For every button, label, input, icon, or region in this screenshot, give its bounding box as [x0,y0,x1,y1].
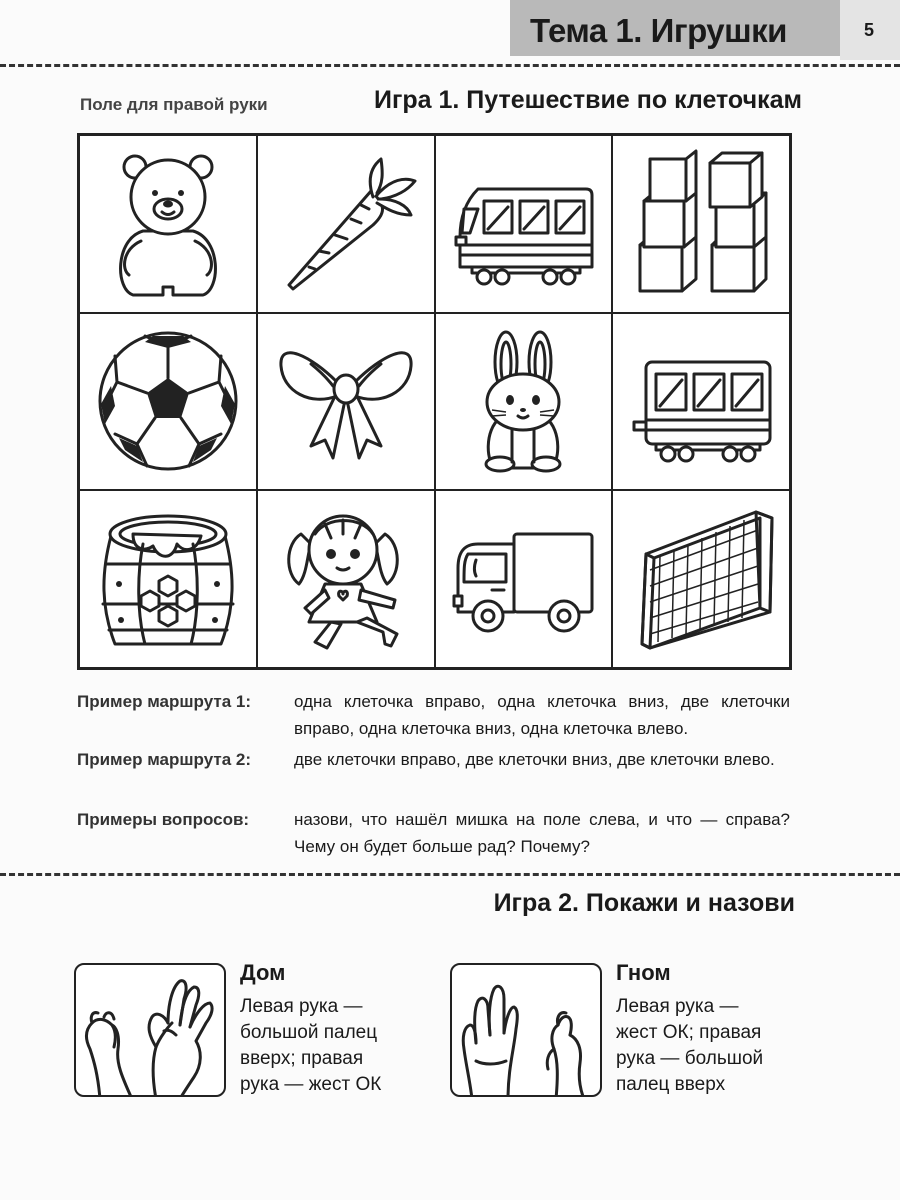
picture-grid [77,133,792,670]
cell-soccer-goal[interactable] [612,490,790,668]
cell-doll[interactable] [257,490,435,668]
question-examples [77,806,791,860]
field-label: Поле для правой руки [80,95,268,114]
gesture-gnom-name: Гном [616,960,671,985]
doll-icon [271,504,421,654]
dashed-divider-middle [0,873,900,876]
game2-title: Игра 2. Покажи и назови [493,889,795,917]
hand-gesture-gnom-icon [452,965,602,1097]
route-text: одна клеточка вправо, одна клеточка вниз, две клеточки вправо, одна клеточка вниз, одна клеточка влево. [294,692,790,738]
game1-title: Игра 1. Путешествие по клеточкам [373,86,802,114]
bunny-icon [448,326,598,476]
questions-text: назови, что нашёл мишка на поле слева, и что — справа? Чему он будет больше рад? Почему? [294,810,790,856]
route-text: две клеточки вправо, две клеточки вниз, две клеточки влево. [294,750,775,769]
train-wagon-icon [626,326,776,476]
questions-label: Примеры вопросов: [77,810,250,829]
cell-teddy-bear[interactable] [79,135,257,313]
cell-cubes[interactable] [612,135,790,313]
gesture-dom-description: Левая рука — большой палец вверх; правая рука — жест ОК [240,996,382,1095]
gesture-gnom-picture [450,963,602,1097]
cell-train-car[interactable] [435,135,613,313]
soccer-goal-icon [626,504,776,654]
teddy-bear-icon [93,149,243,299]
gesture-gnom-description: Левая рука — жест ОК; правая рука — большой палец вверх [616,996,764,1095]
route-label: Пример маршрута 1: [77,692,251,711]
header-band [0,0,900,60]
route-example-2 [77,746,791,800]
theme-title: Тема 1. Игрушки [530,12,787,49]
honey-barrel-icon [93,504,243,654]
cell-bunny[interactable] [435,313,613,491]
soccer-ball-icon [93,326,243,476]
gesture-dom-name: Дом [240,960,286,985]
bow-icon [271,326,421,476]
carrot-icon [271,149,421,299]
cell-truck[interactable] [435,490,613,668]
gesture-dom-picture [74,963,226,1097]
cell-soccer-ball[interactable] [79,313,257,491]
cubes-icon [626,149,776,299]
cell-bow[interactable] [257,313,435,491]
hand-gesture-dom-icon [76,965,226,1097]
route-example-1 [77,688,791,742]
cell-train-wagon[interactable] [612,313,790,491]
page-number: 5 [863,20,874,40]
route-label: Пример маршрута 2: [77,750,251,769]
truck-icon [448,504,598,654]
train-car-icon [448,149,598,299]
dashed-divider-top [0,64,900,67]
cell-carrot[interactable] [257,135,435,313]
cell-honey-barrel[interactable] [79,490,257,668]
